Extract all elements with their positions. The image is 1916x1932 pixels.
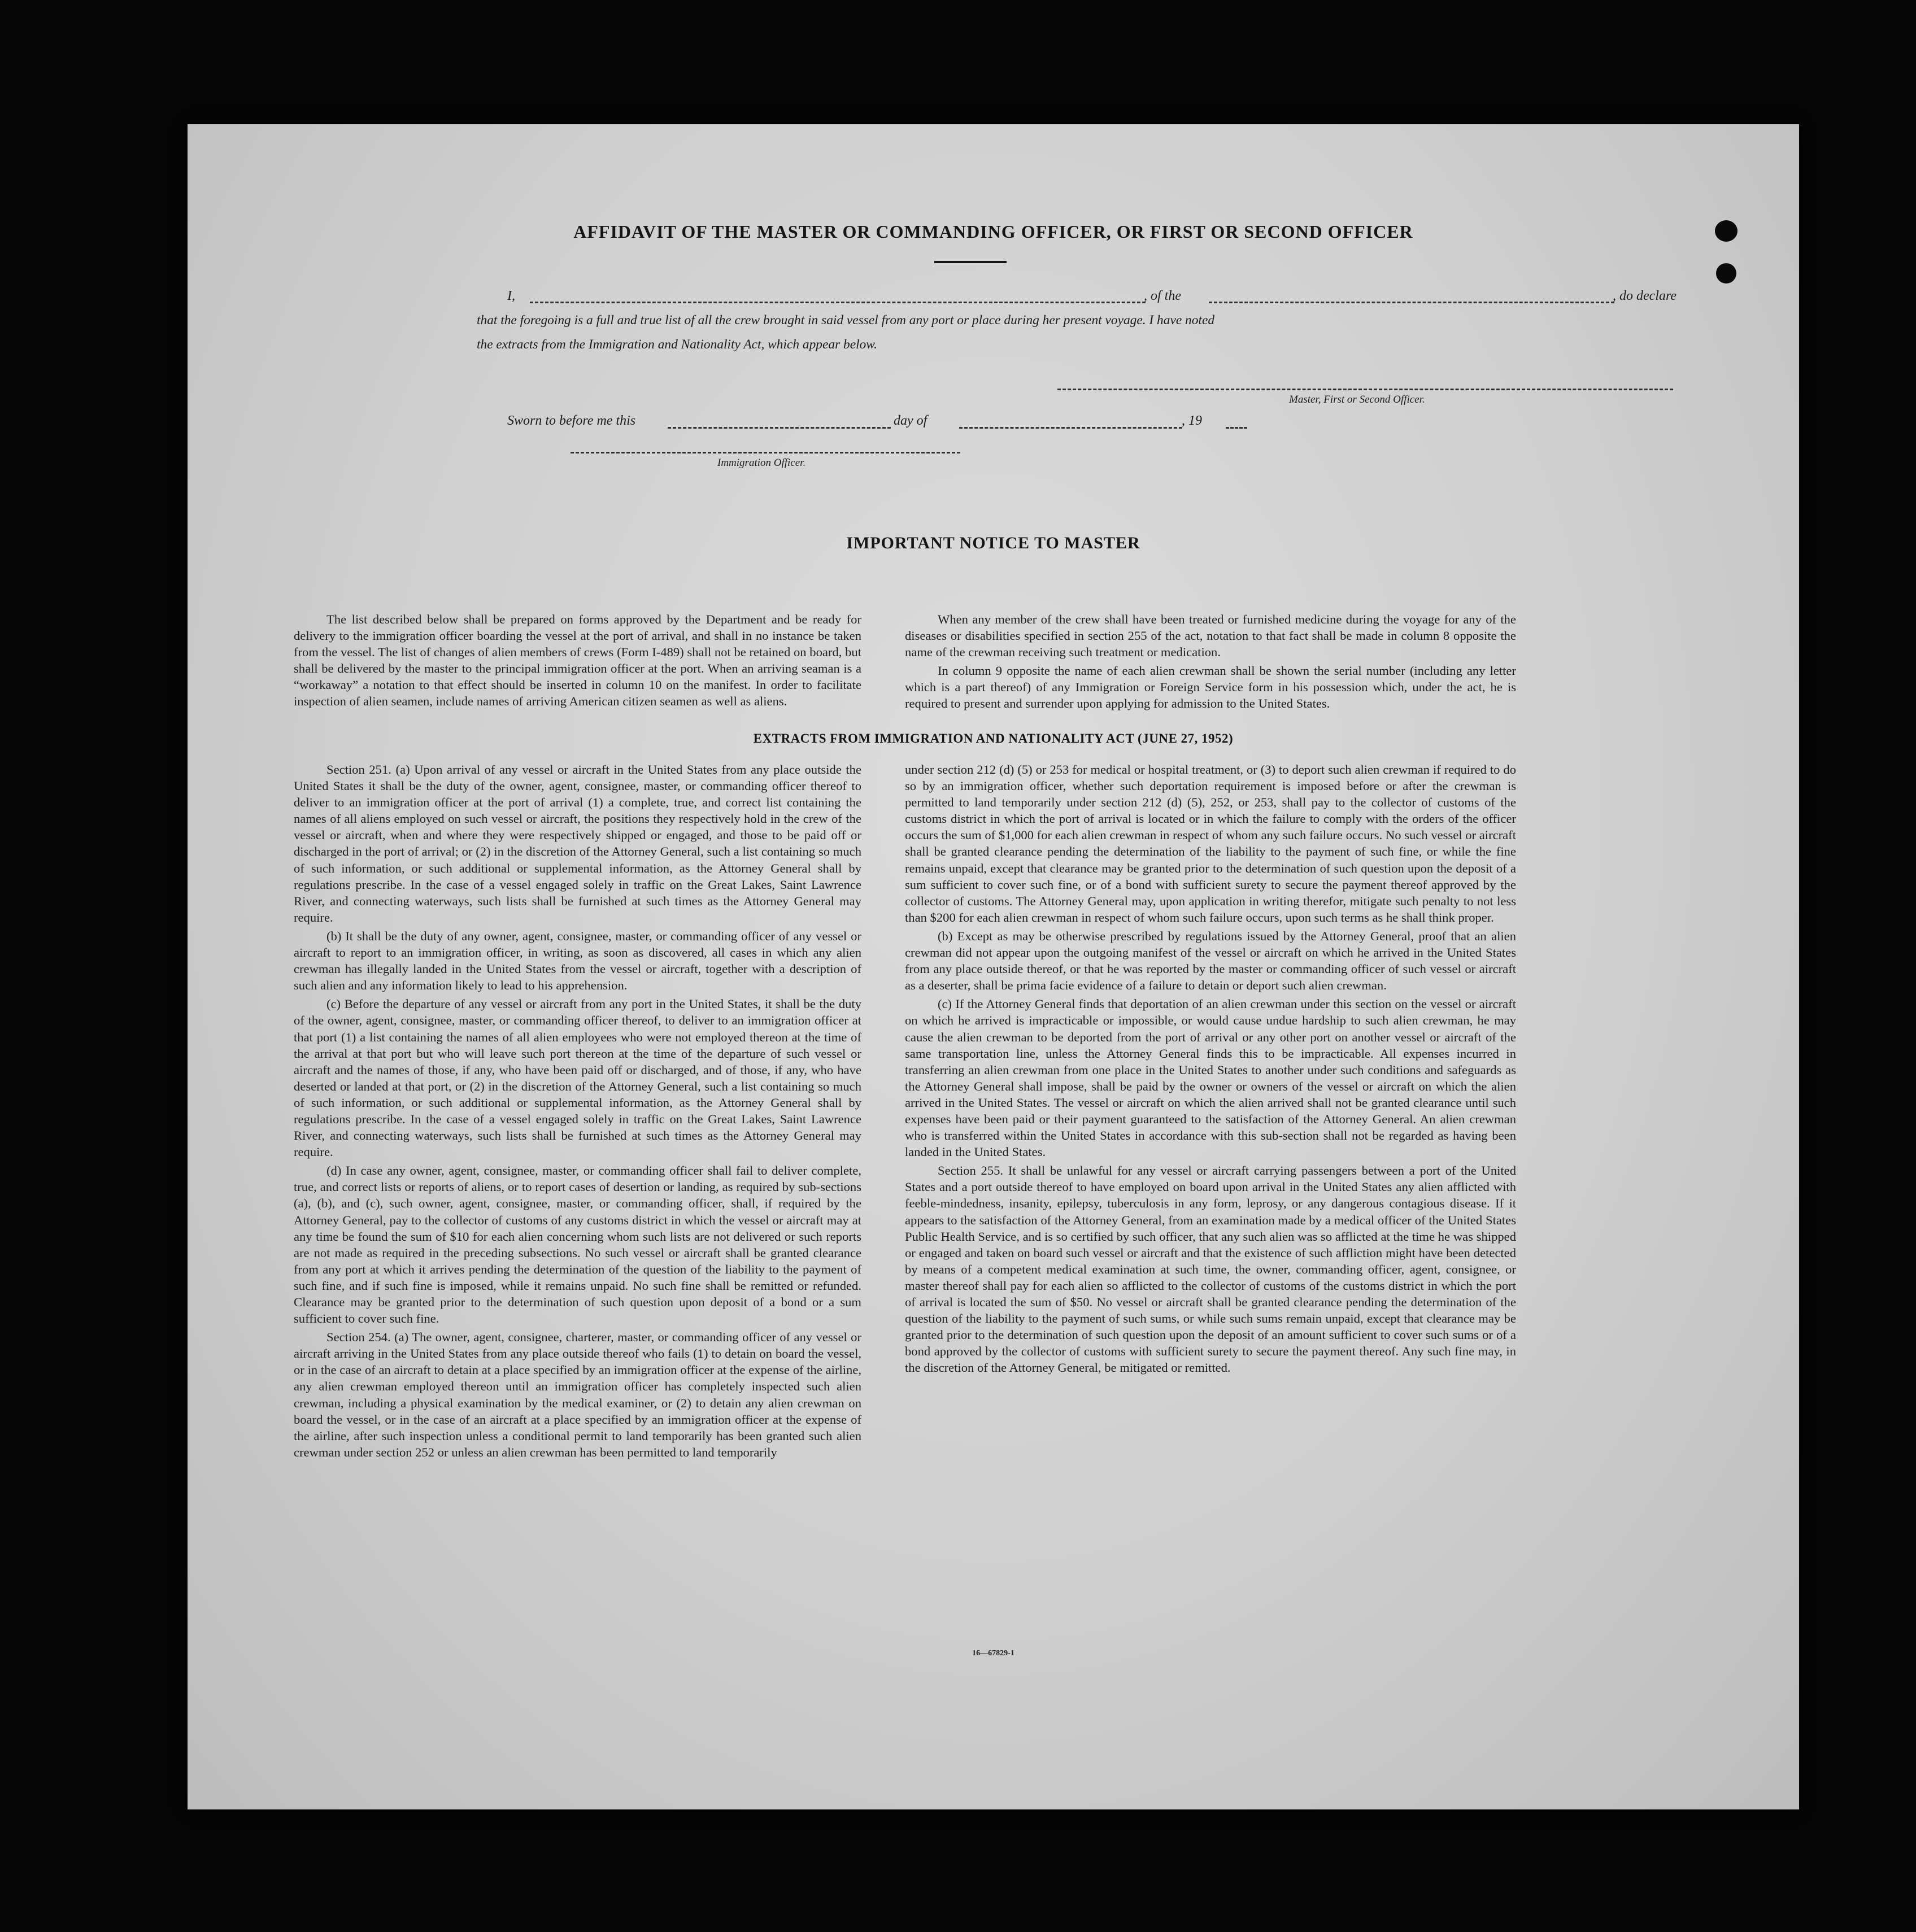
sworn-year-blank <box>1226 427 1247 429</box>
declaration-of-the: , of the <box>1144 289 1181 303</box>
extracts-right-column <box>905 761 1516 1376</box>
extracts-title: EXTRACTS FROM IMMIGRATION AND NATIONALITY ACT (JUNE 27, 1952) <box>753 731 1234 745</box>
section-254-b: (b) Except as may be otherwise prescribed by regulations issued by the Attorney General, proof that an alien crewman did not appear upon the outgoing manifest of the vessel or aircraft on which he arrived in the United States from any place outside thereof, or that he was reported by the master or commanding officer of such vessel or aircraft as a deserter, shall be prima facie evidence of a failure to detain or deport such alien crewman. <box>905 928 1516 993</box>
section-251-b: (b) It shall be the duty of any owner, agent, consignee, master, or commanding officer of any vessel or aircraft to report to an immigration officer, in writing, as soon as discovered, all cases in which any alien crewman has illegally landed in the United States from the vessel or aircraft, together with a description of such alien and any information likely to lead to his apprehension. <box>294 928 861 993</box>
notice-right-column <box>905 611 1516 712</box>
immigration-officer-signature-line <box>571 452 960 453</box>
notice-paragraph: When any member of the crew shall have been treated or furnished medicine during the voyage for any of the diseases or disabilities specified in section 255 of the act, notation to that fact shall be made in column 8 opposite the name of the crewman receiving such treatment or medication. <box>905 612 1516 660</box>
name-blank <box>530 302 1146 303</box>
declaration-line-3: the extracts from the Immigration and Nationality Act, which appear below. <box>477 337 878 352</box>
sworn-day-blank <box>668 427 891 429</box>
vessel-blank <box>1209 302 1614 303</box>
declaration-line-2: that the foregoing is a full and true list of all the crew brought in said vessel from any port or place during her present voyage. I have noted <box>477 313 1215 328</box>
declaration-i: I, <box>507 289 515 303</box>
notice-left-column <box>294 611 861 710</box>
section-254-a-continued: under section 212 (d) (5) or 253 for medical or hospital treatment, or (3) to deport such alien crewman if required to do so by an immigration officer, whether such deportation requirement is imposed before or after the crewman is permitted to land temporarily under section 212 (d) (5), 252, or 253, shall pay to the collector of customs of the customs district in which the port of arrival is located or in which the failure to comply with the orders of the officer occurs the sum of $1,000 for each alien crewman in respect of whom any such failure occurs. No such vessel or aircraft shall be granted clearance pending the determination of the liability to the payment of such fine, or while the fine remains unpaid, except that clearance may be granted prior to the determination of such question upon the deposit of a sum sufficient to cover such fine, or of a bond with sufficient surety to secure the payment thereof approved by the collector of customs. The Attorney General may, upon application in writing therefor, mitigate such penalty to not less than $200 for each alien crewman in respect of whom such failure occurs, upon such terms as he shall think proper. <box>905 762 1516 924</box>
section-251-c: (c) Before the departure of any vessel or aircraft from any port in the United States, it shall be the duty of the owner, agent, consignee, master, or commanding officer thereof, to deliver to an immigration officer at that port (1) a list containing the names of all alien employees who were not employed thereon at the time of the arrival at that port but who will leave such port thereon at the time of the departure of such vessel or aircraft and the names of those, if any, who have been paid off or discharged, and of those, if any, who have deserted or landed at that port, or (2) in the discretion of the Attorney General, such a list containing so much of such information, or such additional or supplemental information, as the Attorney General shall by regulations prescribe. In the case of a vessel engaged solely in traffic on the Great Lakes, Saint Lawrence River, and connecting waterways, such lists shall be furnished at such times as the Attorney General may require. <box>294 997 861 1159</box>
master-signature-label: Master, First or Second Officer. <box>1289 394 1425 405</box>
day-of-text: day of <box>894 413 927 428</box>
immigration-officer-label: Immigration Officer. <box>717 457 806 469</box>
notice-paragraph: In column 9 opposite the name of each alien crewman shall be shown the serial number (including any letter which is a part thereof) of any Immigration or Foreign Service form in his possession which, under the act, he is required to present and surrender upon applying for admission to the United States. <box>905 664 1516 711</box>
section-251-a: Section 251. (a) Upon arrival of any vessel or aircraft in the United States from any place outside the United States it shall be the duty of the owner, agent, consignee, master, or commanding officer thereof to deliver to an immigration officer at the port of arrival (1) a complete, true, and correct list containing the names of all aliens employed on such vessel or aircraft, the positions they respectively hold in the crew of the vessel or aircraft, when and where they were respectively shipped or engaged, and those to be paid off or discharged in the port of arrival; or (2) in the discretion of the Attorney General, such a list containing so much of such information, or such additional or supplemental information, as the Attorney General shall by regulations prescribe. In the case of a vessel engaged solely in traffic on the Great Lakes, Saint Lawrence River, and connecting waterways, such lists shall be furnished at such times as the Attorney General may require. <box>294 762 861 924</box>
section-254-c: (c) If the Attorney General finds that deportation of an alien crewman under this section on the vessel or aircraft on which he arrived is impracticable or impossible, or would cause undue hardship to such alien crewman, he may cause the alien crewman to be deported from the port of arrival or any other port on another vessel or aircraft of the same transportation line, unless the Attorney General finds this to be impracticable. All expenses incurred in transferring an alien crewman from one place in the United States to another under such conditions and safeguards as the Attorney General shall impose, shall be paid by the owner or owners of the vessel or aircraft on which the alien arrived in the United States. The vessel or aircraft on which the alien arrived shall not be granted clearance until such expenses have been paid or their payment guaranteed to the satisfaction of the Attorney General. An alien crewman who is transferred within the United States in accordance with this sub-section shall not be regarded as having been landed in the United States. <box>905 997 1516 1159</box>
document-page <box>188 124 1799 1809</box>
section-254-a: Section 254. (a) The owner, agent, consignee, charterer, master, or commanding officer of any vessel or aircraft arriving in the United States from any place outside thereof who fails (1) to detain on board the vessel, or in the case of an aircraft to detain at a place specified by an immigration officer at the expense of the airline, any alien crewman employed thereon until an immigration officer has completely inspected such alien crewman, including a physical examination by the medical examiner, or (2) to detain any alien crewman on board the vessel, or in the case of an aircraft at a place specified by an immigration officer at the expense of the airline, after such inspection unless a conditional permit to land temporarily has been granted such alien crewman under section 252 or unless an alien crewman has been permitted to land temporarily <box>294 1330 861 1459</box>
punch-hole <box>1716 263 1736 284</box>
title-divider <box>934 261 1007 263</box>
form-number: 16—67829-1 <box>972 1649 1014 1658</box>
extracts-left-column <box>294 761 861 1460</box>
notice-paragraph: The list described below shall be prepared on forms approved by the Department and be ready for delivery to the immigration officer boarding the vessel at the port of arrival, and shall in no instance be taken from the vessel. The list of changes of alien members of crews (Form I-489) shall not be retained on board, but shall be delivered by the master to the principal immigration officer at the port. When an arriving seaman is a “workaway” a notation to that effect should be inserted in column 10 on the manifest. In order to facilitate inspection of alien seamen, include names of arriving American citizen seamen as well as aliens. <box>294 612 861 709</box>
affidavit-title: AFFIDAVIT OF THE MASTER OR COMMANDING OFFICER, OR FIRST OR SECOND OFFICER <box>573 221 1413 242</box>
year-prefix: , 19 <box>1182 413 1202 428</box>
declaration-do-declare: , do declare <box>1613 289 1677 303</box>
section-255: Section 255. It shall be unlawful for any vessel or aircraft carrying passengers between a port of the United States and a port outside thereof to have employed on board upon arrival in the United States any alien afflicted with feeble-mindedness, insanity, epilepsy, tuberculosis in any form, leprosy, or any dangerous contagious disease. If it appears to the satisfaction of the Attorney General, from an examination made by a medical officer of the United States Public Health Service, and is so certified by such officer, that any such alien was so afflicted at the time he was shipped or engaged and taken on board such vessel or aircraft and that the existence of such affliction might have been detected by means of a competent medical examination at such time, the owner, commanding officer, agent, consignee, or master thereof shall pay for each alien so afflicted to the collector of customs of the customs district in which the port of arrival is located the sum of $50. No vessel or aircraft shall be granted clearance pending the determination of the question of the liability to the payment of such sums, or while such sums remain unpaid, except that clearance may be granted prior to the determination of such question upon the deposit of an amount sufficient to cover such sums or of a bond approved by the collector of customs with sufficient surety to secure the payment thereof. Any such fine may, in the discretion of the Attorney General, be mitigated or remitted. <box>905 1163 1516 1375</box>
sworn-month-blank <box>959 427 1182 429</box>
notice-title: IMPORTANT NOTICE TO MASTER <box>846 534 1140 552</box>
section-251-d: (d) In case any owner, agent, consignee, master, or commanding officer shall fail to deliver complete, true, and correct lists or reports of aliens, or to report cases of desertion or landing, as required by sub-sections (a), (b), and (c), such owner, agent, consignee, master, or commanding officer, shall, if required by the Attorney General, pay to the collector of customs of any customs district in which the vessel or aircraft may at any time be found the sum of $10 for each alien concerning whom such lists are not delivered or such reports are not made as required in the preceding subsections. No such vessel or aircraft shall be granted clearance from any port at which it arrives pending the determination of the question of the liability to the payment of such fine, and if such fine is imposed, while it remains unpaid. No such fine shall be remitted or refunded. Clearance may be granted prior to the determination of such question upon deposit of a bond or a sum sufficient to cover such fine. <box>294 1163 861 1326</box>
sworn-text: Sworn to before me this <box>507 413 636 428</box>
master-signature-line <box>1057 389 1673 390</box>
